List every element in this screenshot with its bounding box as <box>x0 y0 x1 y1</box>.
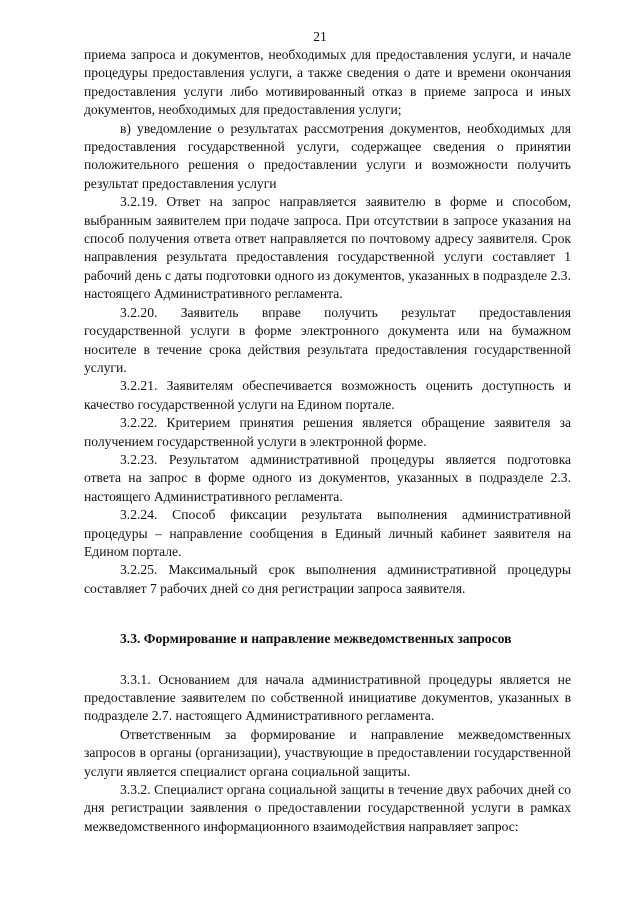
paragraph-list-item-v: в) уведомление о результатах рассмотрения документов, необходимых для предоставления государственной услуги, содержащее сведения о принятии положительного решения о предоставлении услуги и возможности получить результат предоставления услуги <box>84 120 571 191</box>
page-number: 21 <box>313 29 327 44</box>
paragraph-3-2-22: 3.2.22. Критерием принятия решения является обращение заявителя за получением государственной услуги в электронной форме. <box>84 415 571 449</box>
paragraph-3-2-23: 3.2.23. Результатом административной процедуры является подготовка ответа на запрос в форме одного из документов, указанных в подразделе 2.3. настоящего Административного регламента. <box>84 451 571 504</box>
document-body <box>84 46 571 836</box>
paragraph-3-3-2: 3.3.2. Специалист органа социальной защиты в течение двух рабочих дней со дня регистрации заявления о предоставлении государственной услуги в рамках межведомственного информационного взаимодействия направляет запрос: <box>84 782 571 834</box>
paragraph-3-2-20: 3.2.20. Заявитель вправе получить результат предоставления государственной услуги в форме электронного документа или на бумажном носителе в течение срока действия результата предоставления государственной услуги. <box>84 304 571 375</box>
paragraph-3-2-19: 3.2.19. Ответ на запрос направляется заявителю в форме и способом, выбранным заявителем при подаче запроса. При отсутствии в запросе указания на способ получения ответа ответ направляется по почтовому адресу заявителя. Срок направления результата предоставления государственной услуги составляет 1 рабочий день с даты подготовки одного из документов, указанных в подразделе 2.3. настоящего Административного регламента. <box>84 194 571 302</box>
paragraph-3-2-21: 3.2.21. Заявителям обеспечивается возможность оценить доступность и качество государственной услуги на Едином портале. <box>84 378 571 412</box>
section-heading: 3.3. Формирование и направление межведомственных запросов <box>120 631 512 647</box>
paragraph-responsible: Ответственным за формирование и направление межведомственных запросов в органы (организации), участвующие в предоставлении государственной услуги является специалист органа социальной защиты. <box>84 726 571 779</box>
paragraph-continuation: приема запроса и документов, необходимых для предоставления услуги, и начале процедуры предоставления услуги, а также сведения о дате и времени окончания предоставления услуги либо мотивированный отказ в приеме запроса и иных документов, необходимых для предоставления услуги; <box>84 47 571 118</box>
paragraph-3-2-24: 3.2.24. Способ фиксации результата выполнения административной процедуры – направление сообщения в Единый личный кабинет заявителя на Едином портале. <box>84 507 571 559</box>
paragraph-3-3-1: 3.3.1. Основанием для начала административной процедуры является не предоставление заявителем по собственной инициативе документов, указанных в подразделе 2.7. настоящего Административного регламента. <box>84 671 571 724</box>
paragraph-3-2-25: 3.2.25. Максимальный срок выполнения административной процедуры составляет 7 рабочих дней со дня регистрации запроса заявителя. <box>84 562 571 596</box>
